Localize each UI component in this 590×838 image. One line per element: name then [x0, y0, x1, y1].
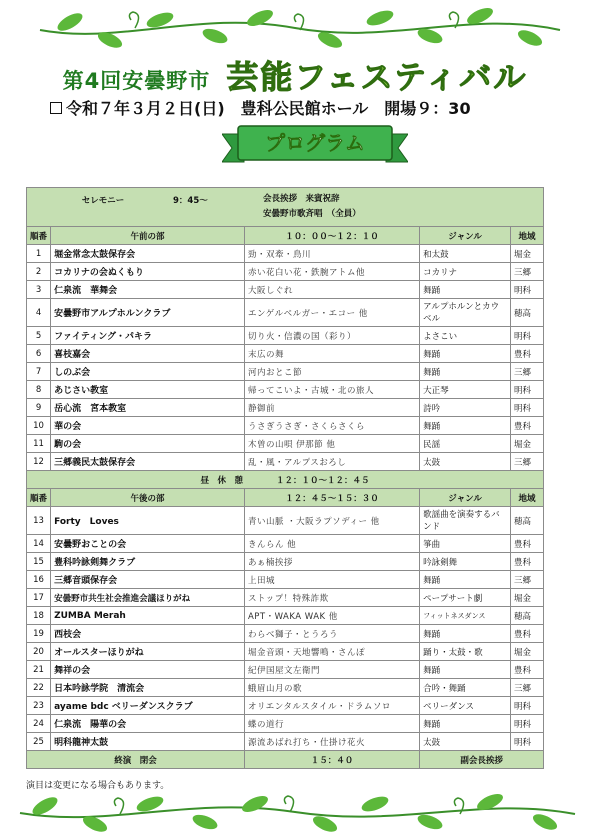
- performance-content: 堀金音頭・天地響鳴・さんぽ: [244, 643, 419, 661]
- table-row: [27, 381, 544, 399]
- closing-row: [27, 751, 544, 769]
- performer-name: 日本吟詠学院 清流会: [51, 679, 245, 697]
- performer-name: ZUMBA Merah: [51, 607, 245, 625]
- area: 堀金: [511, 643, 544, 661]
- row-number: 15: [27, 553, 51, 571]
- row-number: 21: [27, 661, 51, 679]
- table-row: [27, 589, 544, 607]
- performer-name: 仁泉流 陽華の会: [51, 715, 245, 733]
- table-row: [27, 363, 544, 381]
- break-time: １２：１０～１２：４５: [275, 475, 370, 486]
- performance-content: わらべ獅子・とうろう: [244, 625, 419, 643]
- row-number: 9: [27, 399, 51, 417]
- genre: 詩吟: [420, 399, 511, 417]
- morning-time: １０：００～１２：１０: [244, 227, 419, 245]
- footer-note: 演目は変更になる場合もあります。: [26, 781, 170, 791]
- table-row: [27, 327, 544, 345]
- event-title-prefix: 第4回安曇野市: [62, 69, 211, 93]
- bottom-vine-decoration: [0, 788, 590, 838]
- performance-content: ストップ！特殊詐欺: [244, 589, 419, 607]
- performance-content: 青い山脈 ・大阪ラプソディー 他: [244, 507, 419, 535]
- area: 穂高: [511, 507, 544, 535]
- genre: 箏曲: [420, 535, 511, 553]
- area: 明科: [511, 715, 544, 733]
- table-row: [27, 535, 544, 553]
- performer-name: 安曇野市共生社会推進会議ほりがね: [51, 589, 245, 607]
- table-row: [27, 661, 544, 679]
- area: 明科: [511, 381, 544, 399]
- afternoon-label: 午後の部: [51, 489, 245, 507]
- area: 豊科: [511, 535, 544, 553]
- afternoon-time: １２：４５～１５：３０: [244, 489, 419, 507]
- genre: 舞踊: [420, 281, 511, 299]
- performance-content: 蛾眉山月の歌: [244, 679, 419, 697]
- performance-content: エンゲルベルガー・エコー 他: [244, 299, 419, 327]
- genre: ベリーダンス: [420, 697, 511, 715]
- closing-label: 終演 閉会: [27, 751, 245, 769]
- table-row: [27, 281, 544, 299]
- row-number: 25: [27, 733, 51, 751]
- event-date-venue-text: 令和７年３月２日(日) 豊科公民館ホール 開場９：30: [66, 99, 471, 118]
- performer-name: しのぶ会: [51, 363, 245, 381]
- row-number: 6: [27, 345, 51, 363]
- event-title: [0, 52, 590, 98]
- area: 明科: [511, 733, 544, 751]
- genre: 民謡: [420, 435, 511, 453]
- area: 豊科: [511, 345, 544, 363]
- area: 堀金: [511, 245, 544, 263]
- genre: 舞踊: [420, 417, 511, 435]
- performance-content: あぁ楠挨拶: [244, 553, 419, 571]
- closing-note: 副会長挨拶: [420, 751, 544, 769]
- table-row: [27, 607, 544, 625]
- row-number: 3: [27, 281, 51, 299]
- performer-name: コカリナの会ぬくもり: [51, 263, 245, 281]
- genre: 太鼓: [420, 733, 511, 751]
- performer-name: 喜枝嘉会: [51, 345, 245, 363]
- table-row: [27, 643, 544, 661]
- table-row: [27, 571, 544, 589]
- table-row: [27, 697, 544, 715]
- genre: 舞踊: [420, 715, 511, 733]
- top-vine-decoration: [0, 0, 590, 50]
- performer-name: 豊科吟詠剣舞クラブ: [51, 553, 245, 571]
- genre: 大正琴: [420, 381, 511, 399]
- area: 三郷: [511, 263, 544, 281]
- performer-name: 明科龍神太鼓: [51, 733, 245, 751]
- table-row: [27, 679, 544, 697]
- performance-content: 河内おとこ節: [244, 363, 419, 381]
- area: 明科: [511, 399, 544, 417]
- genre: 舞踊: [420, 661, 511, 679]
- table-row: [27, 507, 544, 535]
- table-row: [27, 263, 544, 281]
- row-number: 22: [27, 679, 51, 697]
- table-row: [27, 435, 544, 453]
- genre: 舞踊: [420, 363, 511, 381]
- table-row: [27, 299, 544, 327]
- column-num-header: 順番: [27, 489, 51, 507]
- genre: 舞踊: [420, 625, 511, 643]
- performance-content: オリエンタルスタイル・ドラムソロ: [244, 697, 419, 715]
- performer-name: 仁泉流 華舞会: [51, 281, 245, 299]
- genre: フィットネスダンス: [420, 607, 511, 625]
- performance-content: APT・WAKA WAK 他: [244, 607, 419, 625]
- genre: 舞踊: [420, 571, 511, 589]
- table-row: [27, 417, 544, 435]
- performance-content: 切り火・信濃の国（彩り）: [244, 327, 419, 345]
- genre: ペープサート劇: [420, 589, 511, 607]
- genre: 踊り・太鼓・歌: [420, 643, 511, 661]
- performance-content: 木曽の山唄 伊那節 他: [244, 435, 419, 453]
- performer-name: ayame bdc ベリーダンスクラブ: [51, 697, 245, 715]
- performance-content: 末広の舞: [244, 345, 419, 363]
- genre: 舞踊: [420, 345, 511, 363]
- performer-name: 堀金常念太鼓保存会: [51, 245, 245, 263]
- area: 堀金: [511, 435, 544, 453]
- lunch-break-row: [27, 471, 544, 489]
- performer-name: 安曇野おことの会: [51, 535, 245, 553]
- genre: 歌謡曲を演奏するバンド: [420, 507, 511, 535]
- column-genre-header: ジャンル: [420, 489, 511, 507]
- performer-name: 三郷義民太鼓保存会: [51, 453, 245, 471]
- area: 三郷: [511, 363, 544, 381]
- performance-content: 紀伊国屋文左衛門: [244, 661, 419, 679]
- row-number: 4: [27, 299, 51, 327]
- area: 三郷: [511, 453, 544, 471]
- genre: 和太鼓: [420, 245, 511, 263]
- column-area-header: 地域: [511, 489, 544, 507]
- row-number: 12: [27, 453, 51, 471]
- row-number: 18: [27, 607, 51, 625]
- area: 明科: [511, 327, 544, 345]
- performer-name: 駒の会: [51, 435, 245, 453]
- performer-name: あじさい教室: [51, 381, 245, 399]
- performance-content: 蝶の道行: [244, 715, 419, 733]
- area: 豊科: [511, 417, 544, 435]
- column-genre-header: ジャンル: [420, 227, 511, 245]
- table-row: [27, 625, 544, 643]
- program-ribbon-label: プログラム: [265, 131, 365, 155]
- genre: 合吟・舞踊: [420, 679, 511, 697]
- row-number: 2: [27, 263, 51, 281]
- table-row: [27, 345, 544, 363]
- genre: 吟詠剣舞: [420, 553, 511, 571]
- ceremony-line1: 会長挨拶 来賓祝辞: [263, 194, 340, 204]
- row-number: 16: [27, 571, 51, 589]
- column-area-header: 地域: [511, 227, 544, 245]
- performer-name: 西枝会: [51, 625, 245, 643]
- area: 三郷: [511, 679, 544, 697]
- program-table: [26, 187, 544, 769]
- performance-content: 大阪しぐれ: [244, 281, 419, 299]
- performance-content: うさぎうさぎ・さくらさくら: [244, 417, 419, 435]
- area: 明科: [511, 697, 544, 715]
- row-number: 1: [27, 245, 51, 263]
- genre: コカリナ: [420, 263, 511, 281]
- closing-time: １５：４０: [244, 751, 419, 769]
- performer-name: ファイティング・パキラ: [51, 327, 245, 345]
- row-number: 17: [27, 589, 51, 607]
- morning-label: 午前の部: [51, 227, 245, 245]
- event-date-venue: [50, 96, 471, 119]
- row-number: 8: [27, 381, 51, 399]
- area: 穂高: [511, 607, 544, 625]
- area: 豊科: [511, 625, 544, 643]
- row-number: 19: [27, 625, 51, 643]
- afternoon-header-row: [27, 489, 544, 507]
- performance-content: きんらん 他: [244, 535, 419, 553]
- checkbox-bullet-icon: [50, 102, 62, 114]
- performance-content: 赤い花白い花・鉄腕アトム他: [244, 263, 419, 281]
- performer-name: 舞祥の会: [51, 661, 245, 679]
- row-number: 14: [27, 535, 51, 553]
- table-row: [27, 399, 544, 417]
- performance-content: 帰ってこいよ・古城・北の旅人: [244, 381, 419, 399]
- area: 三郷: [511, 571, 544, 589]
- row-number: 13: [27, 507, 51, 535]
- table-row: [27, 553, 544, 571]
- ceremony-row: [27, 188, 544, 227]
- performance-content: 源流あばれ打ち・仕掛け花火: [244, 733, 419, 751]
- area: 堀金: [511, 589, 544, 607]
- ceremony-line2: 安曇野市歌斉唱 （全員）: [263, 209, 361, 219]
- area: 穂高: [511, 299, 544, 327]
- table-row: [27, 453, 544, 471]
- row-number: 23: [27, 697, 51, 715]
- genre: よさこい: [420, 327, 511, 345]
- morning-header-row: [27, 227, 544, 245]
- performance-content: 上田城: [244, 571, 419, 589]
- performer-name: オールスターほりがね: [51, 643, 245, 661]
- performer-name: 岳心流 宮本教室: [51, 399, 245, 417]
- table-row: [27, 715, 544, 733]
- area: 豊科: [511, 553, 544, 571]
- row-number: 11: [27, 435, 51, 453]
- performer-name: 華の会: [51, 417, 245, 435]
- row-number: 20: [27, 643, 51, 661]
- area: 豊科: [511, 661, 544, 679]
- table-row: [27, 245, 544, 263]
- performance-content: 静御前: [244, 399, 419, 417]
- table-row: [27, 733, 544, 751]
- break-label: 昼 休 憩: [200, 475, 244, 486]
- performance-content: 乱・風・アルプスおろし: [244, 453, 419, 471]
- genre: 太鼓: [420, 453, 511, 471]
- area: 明科: [511, 281, 544, 299]
- performance-content: 勁・双牽・鳥川: [244, 245, 419, 263]
- ceremony-time: 9：45～: [173, 196, 208, 206]
- event-title-main: 芸能フェスティバル: [226, 58, 528, 96]
- genre: アルプホルンとカウベル: [420, 299, 511, 327]
- ceremony-label: セレモニー: [81, 196, 125, 206]
- row-number: 7: [27, 363, 51, 381]
- row-number: 10: [27, 417, 51, 435]
- performer-name: Forty Loves: [51, 507, 245, 535]
- performer-name: 三郷音頭保存会: [51, 571, 245, 589]
- performer-name: 安曇野市アルプホルンクラブ: [51, 299, 245, 327]
- row-number: 5: [27, 327, 51, 345]
- column-num-header: 順番: [27, 227, 51, 245]
- row-number: 24: [27, 715, 51, 733]
